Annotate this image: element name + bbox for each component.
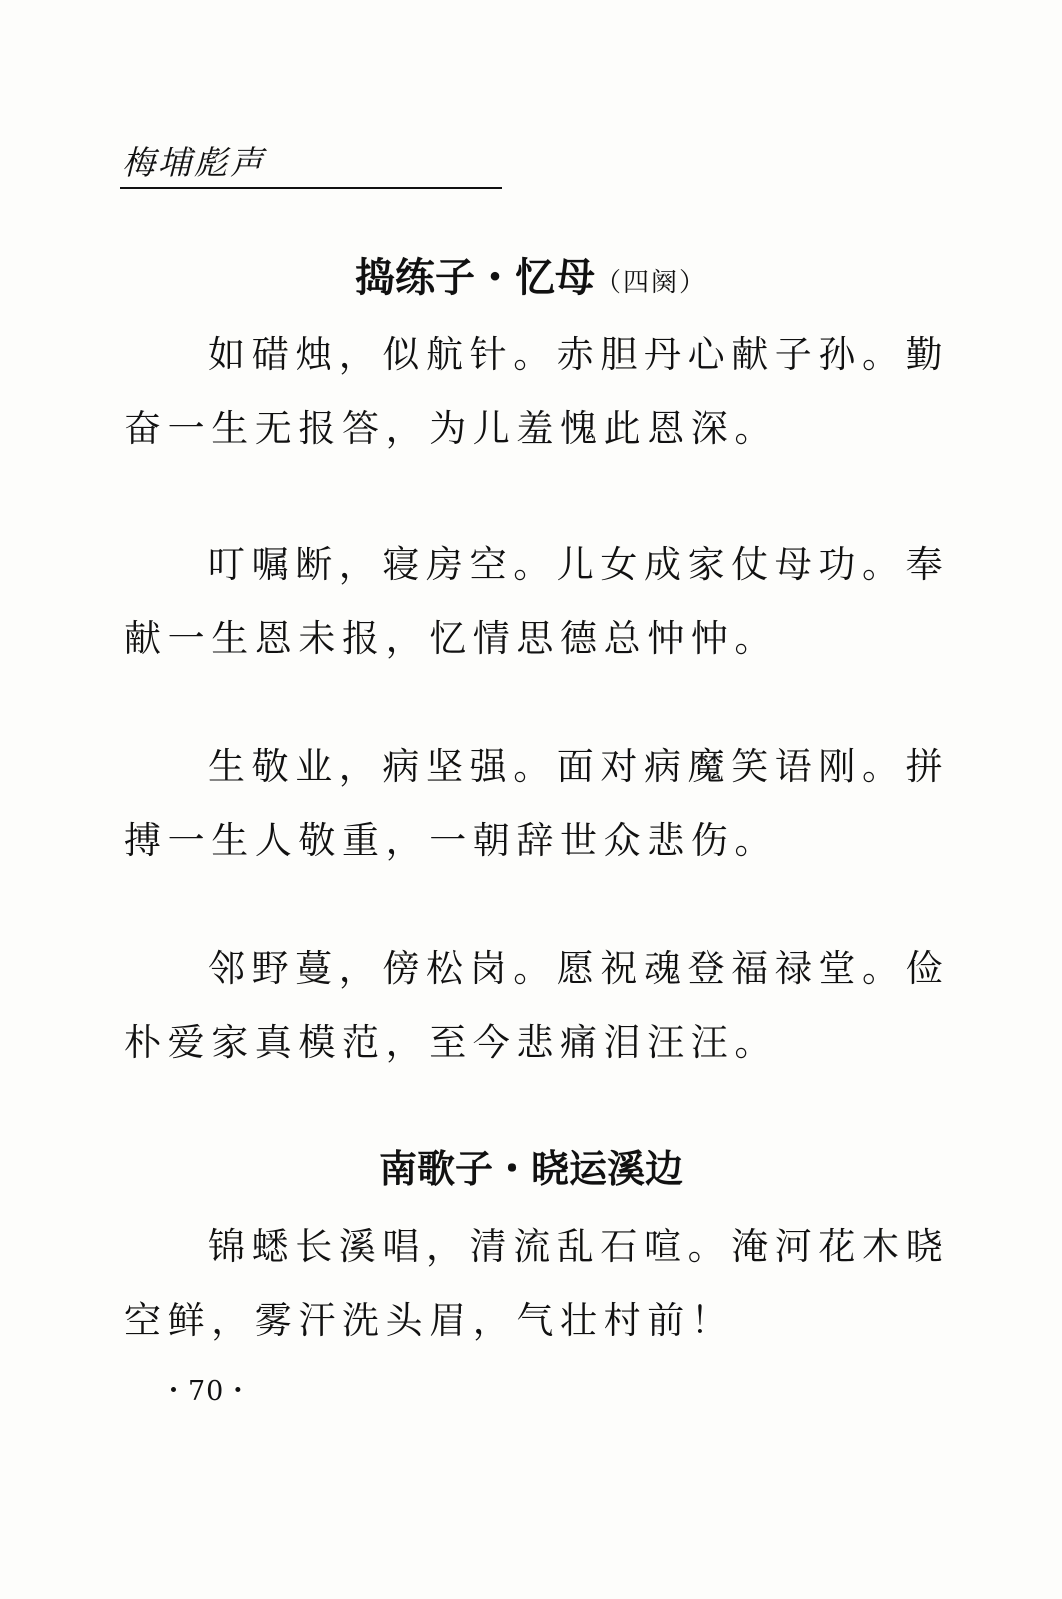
stanza-line: 朴爱家真模范，至今悲痛泪汪汪。: [124, 1021, 778, 1064]
stanza-line: 空鲜，雾汗洗头眉，气壮村前！: [124, 1299, 735, 1342]
stanza-line: 生敬业，病坚强。面对病魔笑语刚。拼: [208, 745, 950, 788]
stanza-1: [124, 318, 950, 466]
header-rule: [120, 187, 502, 189]
stanza-line: 邻野蔓，傍松岗。愿祝魂登福禄堂。俭: [208, 947, 950, 990]
stanza-2: [124, 528, 950, 676]
poem-title-1: [0, 255, 1062, 301]
page-number: ・70・: [160, 1376, 253, 1407]
poem-title-text: 南歌子・晓运溪边: [378, 1147, 683, 1191]
stanza-line: 叮嘱断，寝房空。儿女成家仗母功。奉: [208, 543, 950, 586]
stanza-line: 锦蟋长溪唱，清流乱石喧。淹河花木晓: [208, 1225, 950, 1268]
poem-title-text: 捣练子・忆母: [354, 255, 595, 301]
stanza-4: [124, 932, 950, 1080]
poem-title-2: [0, 1147, 1062, 1191]
stanza-line: 献一生恩未报，忆情思德总忡忡。: [124, 617, 778, 660]
running-header: 梅埔彪声: [122, 143, 266, 182]
stanza-5: [124, 1210, 950, 1358]
stanza-3: [124, 730, 950, 878]
stanza-line: 搏一生人敬重，一朝辞世众悲伤。: [124, 819, 778, 862]
stanza-line: 如碏烛，似航针。赤胆丹心献子孙。勤: [208, 333, 950, 376]
stanza-line: 奋一生无报答，为儿羞愧此恩深。: [124, 407, 778, 450]
poem-subtitle: （四阕）: [594, 268, 707, 298]
